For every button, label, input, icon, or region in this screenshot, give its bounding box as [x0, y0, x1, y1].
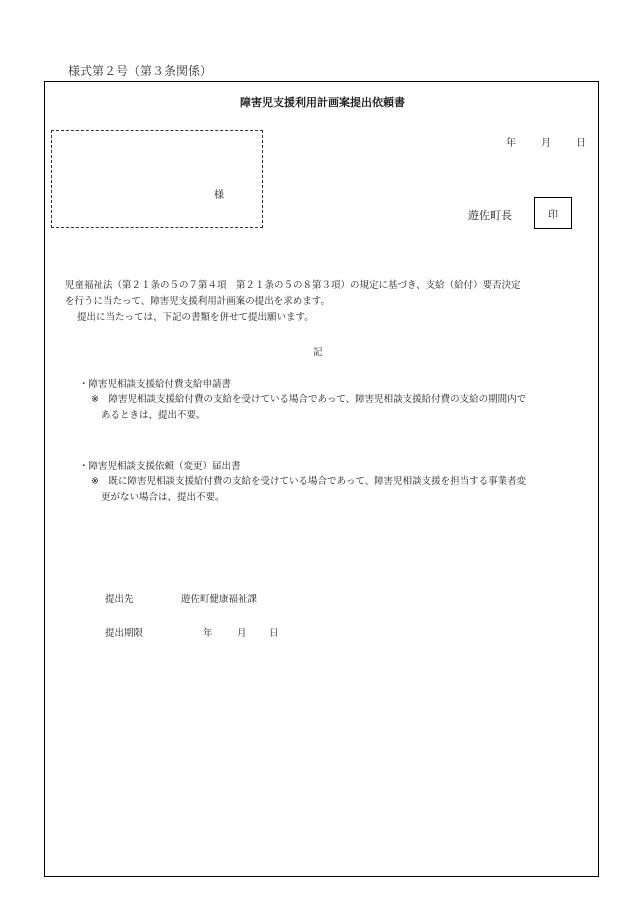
addressee-honorific: 様: [214, 190, 224, 201]
required-document-item: ・障害児相談支援依頼（変更）届出書: [79, 461, 241, 472]
item-note-line: ※ 既に障害児相談支援給付費の支給を受けている場合であって、障害児相談支援を担当する事業者変: [91, 476, 527, 487]
deadline-month-field: 月: [237, 628, 247, 639]
item-note-line: あるときは、提出不要。: [101, 410, 206, 421]
submission-deadline-label: 提出期限: [105, 628, 144, 639]
body-text-line: を行うに当たって、障害児支援利用計画案の提出を求めます。: [65, 296, 331, 307]
document-title: 障害児支援利用計画案提出依頼書: [240, 96, 405, 109]
addressee-box: [51, 130, 263, 228]
date-year-field: 年: [506, 138, 516, 149]
required-document-item: ・障害児相談支援給付費支給申請書: [79, 379, 232, 390]
deadline-year-field: 年: [203, 628, 213, 639]
form-number-label: 様式第２号（第３条関係）: [68, 64, 213, 78]
seal-box: [534, 197, 572, 229]
submission-destination-label: 提出先: [105, 594, 134, 605]
deadline-day-field: 日: [269, 628, 279, 639]
submission-destination-value: 遊佐町健康福祉課: [181, 594, 258, 605]
body-text-line: 提出に当たっては、下記の書類を併せて提出願います。: [77, 312, 314, 323]
date-day-field: 日: [576, 138, 586, 149]
ki-heading: 記: [313, 347, 323, 358]
date-month-field: 月: [541, 138, 551, 149]
issuer-name: 遊佐町長: [468, 209, 512, 222]
body-text-line: 児童福祉法（第２１条の５の７第４項 第２１条の５の８第３項）の規定に基づき、支給（給付）要否決定: [65, 280, 521, 291]
item-note-line: 更がない場合は、提出不要。: [101, 492, 225, 503]
item-note-line: ※ 障害児相談支援給付費の支給を受けている場合であって、障害児相談支援給付費の支給の期間内で: [91, 394, 527, 405]
document-frame: [44, 81, 599, 877]
seal-mark: 印: [548, 209, 558, 221]
